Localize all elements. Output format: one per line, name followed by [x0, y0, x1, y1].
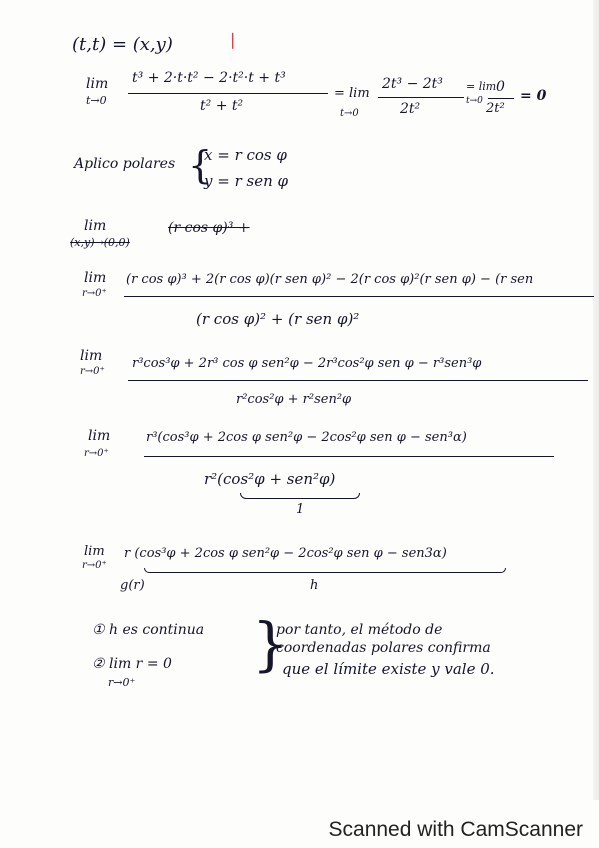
lim-label: lim — [84, 218, 107, 234]
fraction-line — [144, 456, 554, 457]
polar-y-equation: y = r sen φ — [204, 172, 289, 190]
limit2-denominator: (r cos φ)² + (r sen φ)² — [196, 310, 360, 328]
limit2-numerator: (r cos φ)³ + 2(r cos φ)(r sen φ)² − 2(r cos φ)²(r sen φ) − (r sen — [126, 272, 534, 287]
underbrace — [144, 568, 506, 573]
camscanner-footer: Scanned with CamScanner — [328, 818, 583, 841]
lim-label: lim — [80, 348, 103, 364]
g-label: g(r) — [120, 578, 145, 593]
conclusion-line-1: por tanto, el método de — [276, 622, 443, 638]
polar-x-equation: x = r cos φ — [204, 146, 287, 164]
fraction-line — [128, 93, 328, 94]
substitution-line: (t,t) = (x,y) — [72, 34, 173, 55]
fraction-line — [124, 296, 594, 297]
condition-2: ② lim r = 0 — [92, 656, 172, 672]
limit3-denominator: r²cos²φ + r²sen²φ — [236, 392, 352, 407]
fraction-line — [488, 98, 514, 99]
limit1-result: = 0 — [520, 88, 547, 104]
scan-edge — [593, 0, 599, 800]
h-label: h — [310, 578, 319, 593]
underbrace-label: 1 — [296, 502, 305, 517]
crossed-out-expression: (r cos φ)³ + — [168, 220, 250, 236]
equals-lim: = lim — [334, 86, 370, 101]
limit4-numerator: r³(cos³φ + 2cos φ sen²φ − 2cos²φ sen φ − sen³α) — [146, 430, 467, 445]
lim-label: lim — [84, 544, 105, 559]
limit1-second-denominator: 2t² — [486, 101, 505, 116]
lim-subscript: r→0⁺ — [84, 448, 109, 459]
limit1-numerator: t³ + 2·t·t² − 2·t²·t + t³ — [132, 70, 286, 86]
lim-label: lim — [88, 428, 111, 444]
underbrace — [240, 493, 360, 499]
limit1-mid-numerator: 2t³ − 2t³ — [382, 76, 443, 92]
lim-subscript-crossed: (x,y)→(0,0) — [70, 236, 130, 249]
condition-1: ① h es continua — [92, 622, 205, 638]
limit5-expression: r (cos³φ + 2cos φ sen²φ − 2cos²φ sen φ − sen3α) — [124, 546, 447, 561]
equals-lim: = lim — [466, 80, 497, 93]
lim-label: lim — [86, 76, 109, 92]
polar-label: Aplico polares — [74, 156, 176, 172]
limit1-mid-denominator: 2t² — [400, 101, 421, 117]
lim-label: lim — [84, 270, 107, 286]
left-brace: { — [188, 143, 213, 187]
lim-subscript: r→0⁺ — [82, 560, 107, 571]
conclusion-line-3: que el límite existe y vale 0. — [282, 660, 495, 678]
lim-subscript: t→0 — [86, 94, 107, 107]
limit1-denominator: t² + t² — [200, 98, 244, 114]
condition-2-subscript: r→0⁺ — [108, 676, 136, 689]
limit1-second-numerator: 0 — [496, 79, 505, 95]
fraction-line — [128, 380, 588, 381]
lim-subscript: r→0⁺ — [80, 366, 105, 377]
right-brace: { — [252, 610, 289, 678]
lim-subscript: r→0⁺ — [82, 288, 107, 299]
red-ink-mark: ❘ — [226, 30, 240, 49]
limit3-numerator: r³cos³φ + 2r³ cos φ sen²φ − 2r³cos²φ sen φ − r³sen³φ — [132, 356, 482, 371]
lim-subscript: t→0 — [340, 108, 359, 119]
lim-subscript: t→0 — [466, 96, 483, 106]
fraction-line — [378, 97, 464, 98]
limit4-denominator: r²(cos²φ + sen²φ) — [204, 470, 336, 488]
conclusion-line-2: coordenadas polares confirma — [276, 640, 491, 656]
